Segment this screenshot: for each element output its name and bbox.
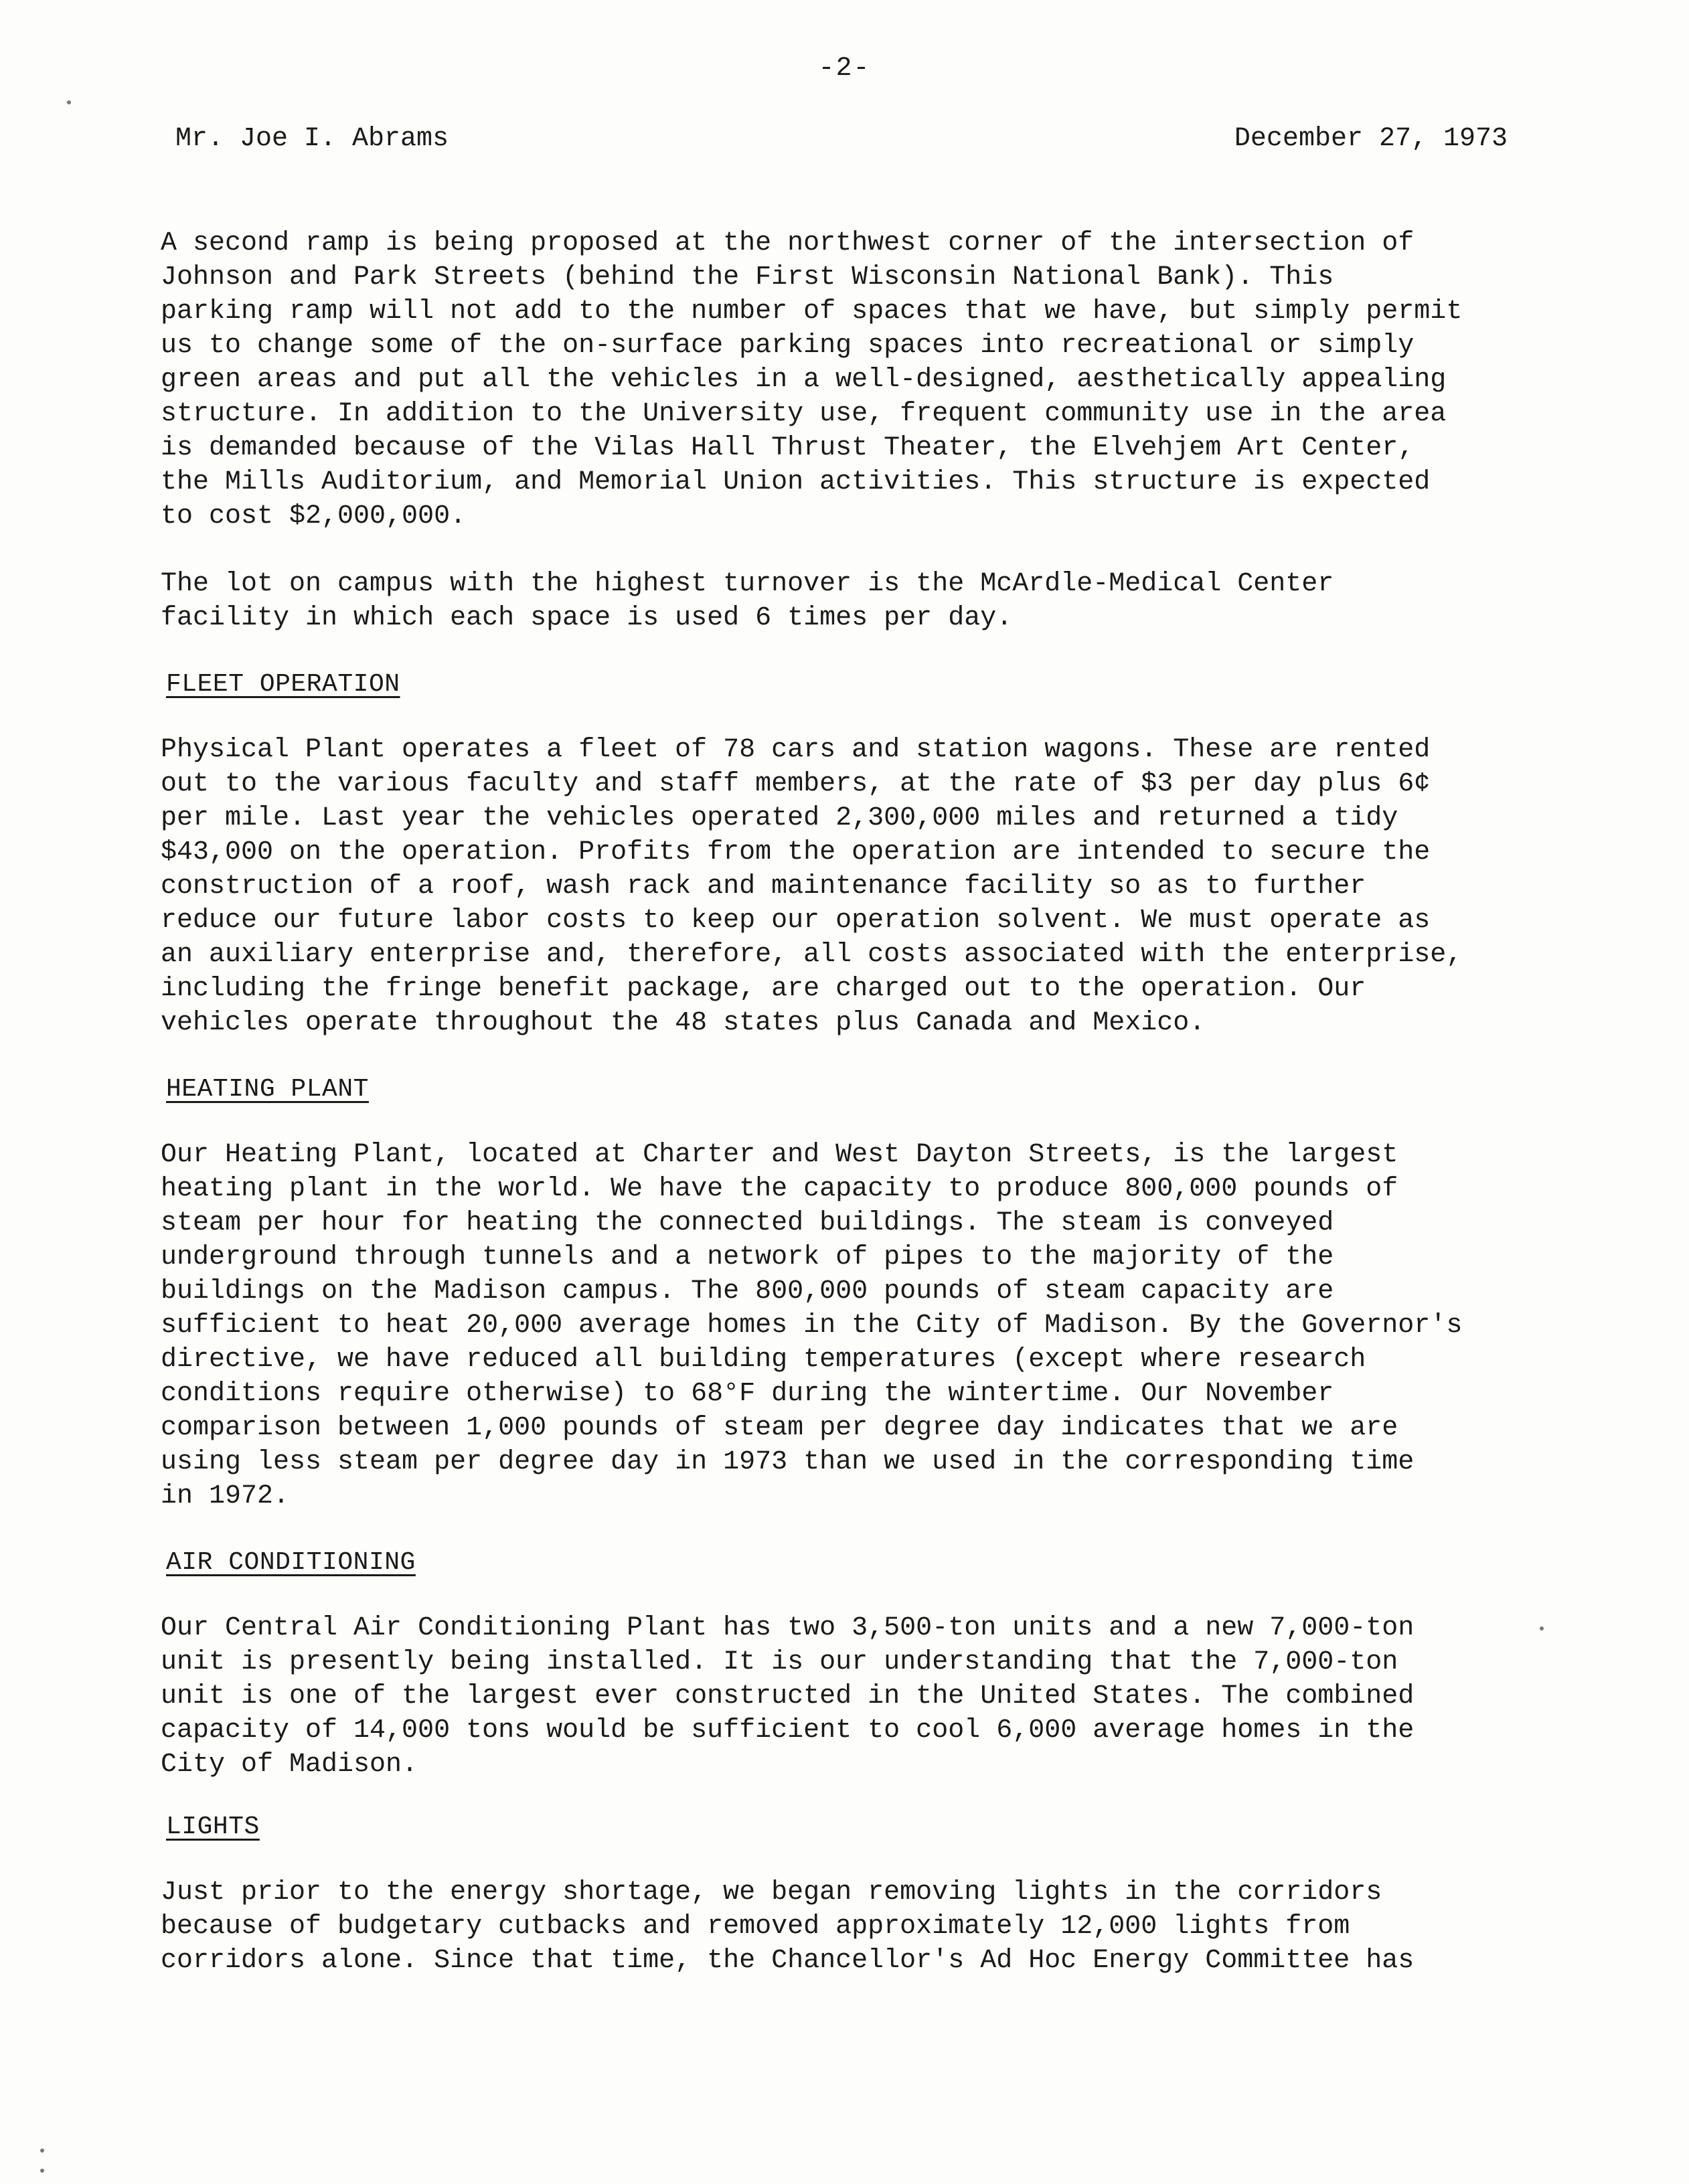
paragraph-air-conditioning: Our Central Air Conditioning Plant has two 3,500-ton units and a new 7,000-ton unit is presently being installed. It is our understanding that the 7,000-ton unit is one of the largest ever constructed in the United States. The combined capacity of 14,000 tons would be sufficient to cool 6,000 average homes in the City of Madison. xyxy=(161,1613,1415,1780)
heading-lights: LIGHTS xyxy=(166,1813,260,1841)
paragraph-lights: Just prior to the energy shortage, we began removing lights in the corridors because of budgetary cutbacks and removed approximately 12,000 lights from corridors alone. Since that time, the Chancellor's Ad Hoc Energy Committee has xyxy=(161,1877,1415,1976)
heading-fleet-operation: FLEET OPERATION xyxy=(166,670,400,699)
heading-heating-plant: HEATING PLANT xyxy=(166,1075,369,1104)
paragraph-fleet-operation: Physical Plant operates a fleet of 78 cars and station wagons. These are rented out to the various faculty and staff members, at the rate of $3 per day plus 6¢ per mile. Last year the vehicles operated 2,300,000 miles and returned a tidy $43,000 on the operation. Profits from the operation are intended to secure the construction of a roof, wash rack and maintenance facility so as to further reduce our future labor costs to keep our operation solvent. We must operate as an auxiliary enterprise and, therefore, all costs associated with the enterprise, including the fringe benefit package, are charged out to the operation. Our vehicles operate throughout the 48 states plus Canada and Mexico. xyxy=(161,735,1463,1038)
scan-speck xyxy=(40,2149,44,2153)
recipient-name: Mr. Joe I. Abrams xyxy=(175,124,449,154)
page-number: -2- xyxy=(818,54,871,84)
heading-air-conditioning: AIR CONDITIONING xyxy=(166,1548,416,1577)
paragraph-lot-turnover: The lot on campus with the highest turnover is the McArdle-Medical Center facility in which each space is used 6 times per day. xyxy=(161,569,1334,633)
paragraph-parking-ramp: A second ramp is being proposed at the northwest corner of the intersection of Johnson and Park Streets (behind the First Wisconsin National Bank). This parking ramp will not add to the number of spaces that we have, but simply permit us to change some of the on-surface parking spaces into recreational or simply green areas and put all the vehicles in a well-designed, aesthetically appealing structure. In addition to the University use, frequent community use in the area is demanded because of the Vilas Hall Thrust Theater, the Elvehjem Art Center, the Mills Auditorium, and Memorial Union activities. This structure is expected to cost $2,000,000. xyxy=(161,228,1463,531)
scan-speck xyxy=(67,100,71,104)
scan-speck xyxy=(1540,1626,1544,1630)
scan-speck xyxy=(40,2169,44,2173)
letter-date: December 27, 1973 xyxy=(1234,124,1508,154)
letter-header xyxy=(175,124,1508,164)
letter-body xyxy=(161,226,1526,2011)
paragraph-heating-plant: Our Heating Plant, located at Charter and West Dayton Streets, is the largest heating plant in the world. We have the capacity to produce 800,000 pounds of steam per hour for heating the connected buildings. The steam is conveyed underground through tunnels and a network of pipes to the majority of the buildings on the Madison campus. The 800,000 pounds of steam capacity are sufficient to heat 20,000 average homes in the City of Madison. By the Governor's directive, we have reduced all building temperatures (except where research conditions require otherwise) to 68°F during the wintertime. Our November comparison between 1,000 pounds of steam per degree day indicates that we are using less steam per degree day in 1973 than we used in the corresponding time in 1972. xyxy=(161,1140,1463,1511)
